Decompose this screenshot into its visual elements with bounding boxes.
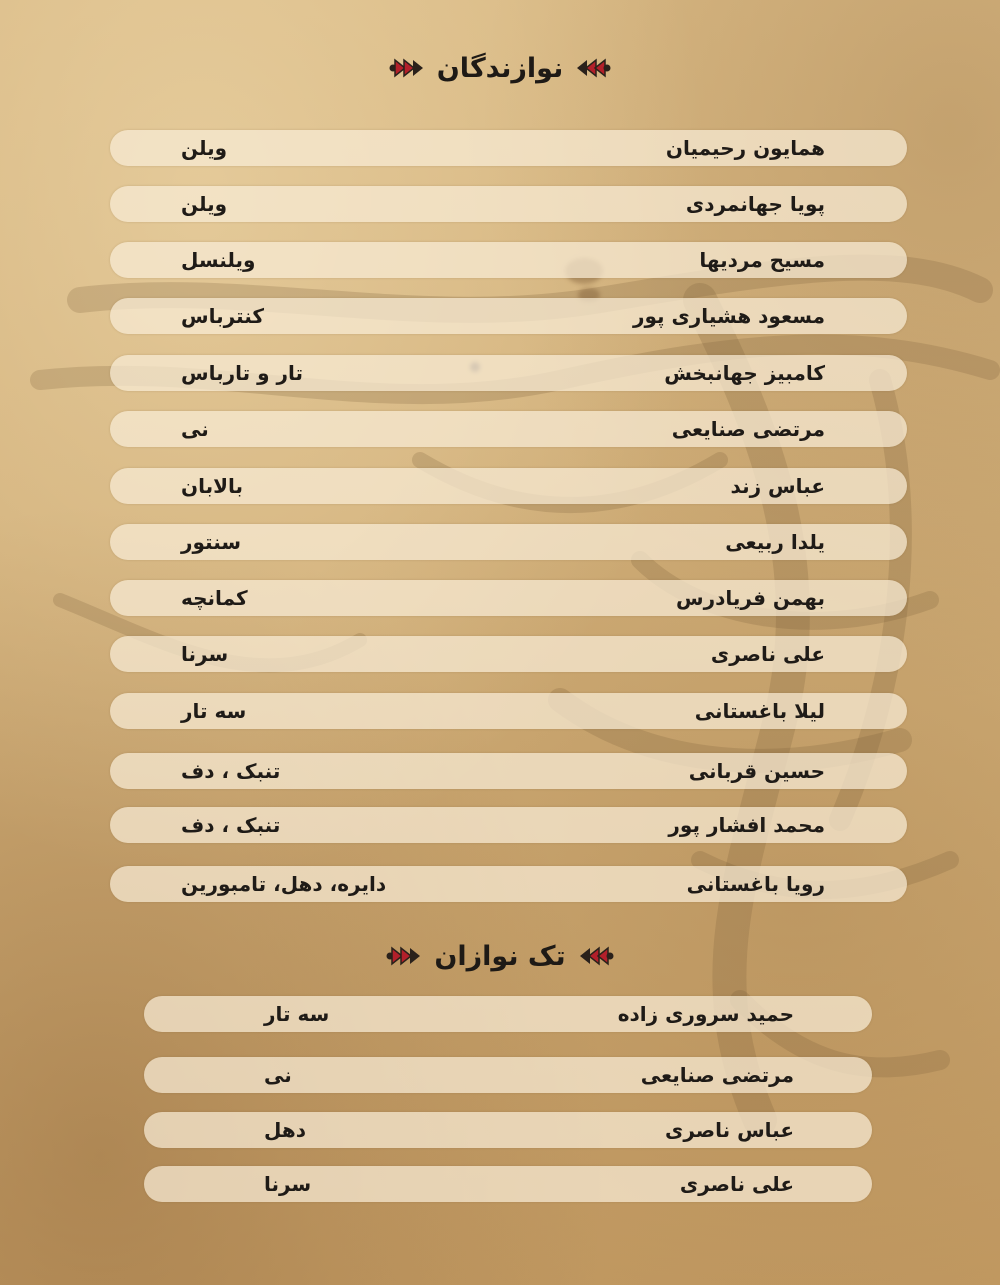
musician-name: علی ناصری <box>679 1172 794 1196</box>
instrument-label: ویلن <box>181 192 228 216</box>
list-item <box>110 866 907 902</box>
list-item <box>110 807 907 843</box>
list-item <box>144 1112 872 1148</box>
musician-name: پویا جهانمردی <box>685 192 825 216</box>
list-item <box>110 298 907 334</box>
musician-name: بهمن فریادرس <box>675 586 825 610</box>
instrument-label: تار و تارباس <box>181 361 304 385</box>
list-item <box>110 355 907 391</box>
instrument-label: تنبک ، دف <box>181 759 281 783</box>
musician-name: حسین قربانی <box>688 759 825 783</box>
section-title: نوازندگان <box>436 52 564 84</box>
section-heading-soloists <box>0 938 1000 974</box>
musician-name: کامبیز جهانبخش <box>664 361 825 385</box>
musician-name: حمید سروری زاده <box>617 1002 794 1026</box>
ornament-arrow-icon <box>577 58 611 78</box>
musician-name: مسعود هشیاری پور <box>632 304 825 328</box>
musician-name: مرتضی صنایعی <box>671 417 825 441</box>
musician-name: همایون رحیمیان <box>665 136 825 160</box>
list-item <box>110 580 907 616</box>
musician-name: رویا باغستانی <box>686 872 825 896</box>
musician-name: لیلا باغستانی <box>694 699 825 723</box>
list-item <box>110 411 907 447</box>
list-item <box>110 693 907 729</box>
instrument-label: سرنا <box>264 1172 312 1196</box>
musician-name: محمد افشار پور <box>668 813 825 837</box>
instrument-label: تنبک ، دف <box>181 813 281 837</box>
instrument-label: ویلن <box>181 136 228 160</box>
ornament-arrow-icon <box>580 946 614 966</box>
instrument-label: بالابان <box>181 474 244 498</box>
list-item <box>110 753 907 789</box>
musician-name: مرتضی صنایعی <box>640 1063 794 1087</box>
instrument-label: دهل <box>264 1118 306 1142</box>
musician-name: علی ناصری <box>710 642 825 666</box>
instrument-label: نی <box>264 1063 292 1087</box>
instrument-label: ویلنسل <box>181 248 256 272</box>
instrument-label: کنترباس <box>181 304 265 328</box>
list-item <box>144 1166 872 1202</box>
list-item <box>110 468 907 504</box>
list-item <box>144 996 872 1032</box>
instrument-label: سنتور <box>181 530 242 554</box>
list-item <box>110 636 907 672</box>
section-heading-musicians <box>0 50 1000 86</box>
instrument-label: کمانچه <box>181 586 248 610</box>
instrument-label: سرنا <box>181 642 229 666</box>
list-item <box>110 242 907 278</box>
ornament-arrow-icon <box>389 58 423 78</box>
musician-name: عباس زند <box>730 474 825 498</box>
instrument-label: سه تار <box>181 699 247 723</box>
instrument-label: سه تار <box>264 1002 330 1026</box>
musician-name: یلدا ربیعی <box>725 530 825 554</box>
musician-name: مسیح مردیها <box>699 248 825 272</box>
list-item <box>110 524 907 560</box>
list-item <box>144 1057 872 1093</box>
instrument-label: دایره، دهل، تامبورین <box>181 872 387 896</box>
instrument-label: نی <box>181 417 209 441</box>
list-item <box>110 130 907 166</box>
musician-name: عباس ناصری <box>664 1118 794 1142</box>
ornament-arrow-icon <box>386 946 420 966</box>
section-title: تک نوازان <box>434 940 566 972</box>
list-item <box>110 186 907 222</box>
